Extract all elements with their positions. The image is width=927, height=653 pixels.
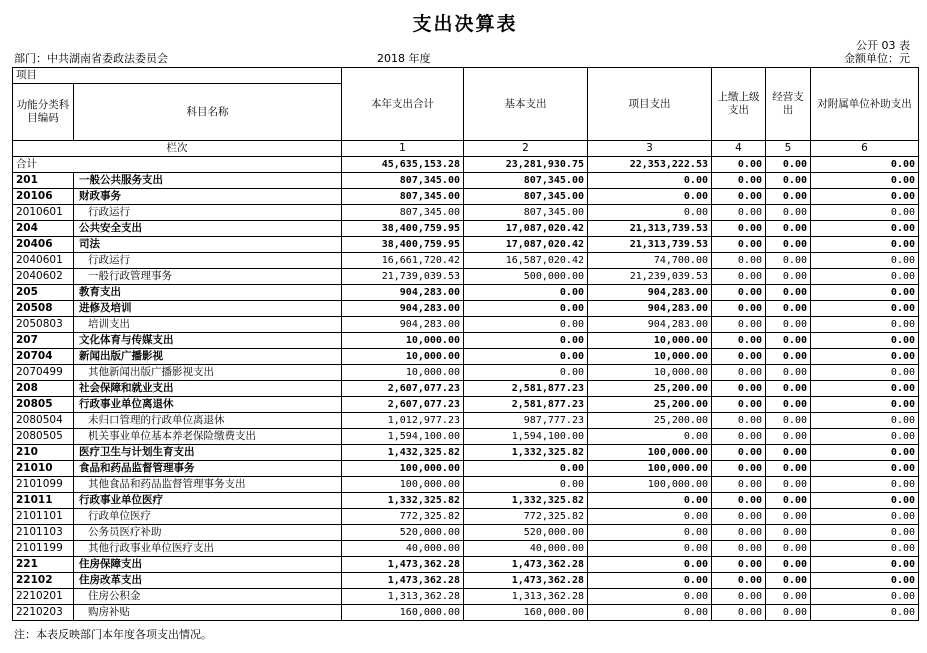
row-project: 21,313,739.53 [588,237,712,253]
table-row [13,573,919,589]
row-subject-name: 行政单位医疗 [74,509,342,525]
row-operating: 0.00 [766,413,811,429]
row-subject-name: 行政事业单位医疗 [74,493,342,509]
row-basic: 987,777.23 [464,413,588,429]
department-label: 部门：中共湖南省委政法委员会 [14,52,168,65]
row-code: 2080505 [13,429,74,445]
row-operating: 0.00 [766,333,811,349]
row-project: 100,000.00 [588,461,712,477]
row-project: 0.00 [588,173,712,189]
row-subject-name: 公务员医疗补助 [74,525,342,541]
expenditure-table [12,67,919,621]
row-project: 0.00 [588,589,712,605]
row-operating: 0.00 [766,589,811,605]
table-row [13,269,919,285]
row-upper: 0.00 [712,445,766,461]
header-col-5: 5 [766,141,811,157]
row-subsidiary: 0.00 [811,445,919,461]
table-row [13,589,919,605]
row-upper: 0.00 [712,285,766,301]
row-subsidiary: 0.00 [811,285,919,301]
row-subject-name: 其他行政事业单位医疗支出 [74,541,342,557]
row-upper: 0.00 [712,605,766,621]
row-code: 21010 [13,461,74,477]
row-operating: 0.00 [766,189,811,205]
row-subject-name: 教育支出 [74,285,342,301]
row-basic: 807,345.00 [464,205,588,221]
row-basic: 520,000.00 [464,525,588,541]
row-subsidiary: 0.00 [811,237,919,253]
row-subject-name: 进修及培训 [74,301,342,317]
row-upper: 0.00 [712,541,766,557]
row-project: 0.00 [588,429,712,445]
row-operating: 0.00 [766,509,811,525]
row-operating: 0.00 [766,573,811,589]
header-subject-name: 科目名称 [74,84,342,141]
table-row [13,365,919,381]
row-upper: 0.00 [712,269,766,285]
row-operating: 0.00 [766,461,811,477]
total-project: 22,353,222.53 [588,157,712,173]
unit-label: 金额单位：元 [844,52,910,65]
row-operating: 0.00 [766,205,811,221]
row-subject-name: 一般行政管理事务 [74,269,342,285]
row-subsidiary: 0.00 [811,541,919,557]
row-subject-name: 医疗卫生与计划生育支出 [74,445,342,461]
row-upper: 0.00 [712,557,766,573]
row-subject-name: 培训支出 [74,317,342,333]
row-code: 207 [13,333,74,349]
table-row [13,333,919,349]
row-operating: 0.00 [766,445,811,461]
total-operating: 0.00 [766,157,811,173]
row-operating: 0.00 [766,237,811,253]
header-item: 项目 [13,68,342,84]
row-total: 38,400,759.95 [342,221,464,237]
table-row [13,477,919,493]
row-project: 25,200.00 [588,397,712,413]
row-operating: 0.00 [766,397,811,413]
header-column-order: 栏次 [13,141,342,157]
row-subsidiary: 0.00 [811,349,919,365]
row-subsidiary: 0.00 [811,189,919,205]
row-basic: 0.00 [464,333,588,349]
row-basic: 0.00 [464,365,588,381]
row-project: 904,283.00 [588,301,712,317]
row-basic: 0.00 [464,461,588,477]
row-subject-name: 住房保障支出 [74,557,342,573]
header-total: 本年支出合计 [342,68,464,141]
row-project: 100,000.00 [588,445,712,461]
row-operating: 0.00 [766,525,811,541]
row-subsidiary: 0.00 [811,477,919,493]
table-row [13,509,919,525]
row-project: 10,000.00 [588,365,712,381]
row-total: 1,332,325.82 [342,493,464,509]
row-code: 2080504 [13,413,74,429]
row-subject-name: 司法 [74,237,342,253]
row-project: 0.00 [588,541,712,557]
row-subject-name: 公共安全支出 [74,221,342,237]
row-basic: 0.00 [464,349,588,365]
row-code: 2010601 [13,205,74,221]
header-func-code: 功能分类科目编码 [13,84,74,141]
total-subsidiary: 0.00 [811,157,919,173]
form-code: 公开 03 表 [856,39,910,52]
row-code: 2101103 [13,525,74,541]
row-operating: 0.00 [766,317,811,333]
table-row [13,605,919,621]
row-subsidiary: 0.00 [811,253,919,269]
row-total: 10,000.00 [342,349,464,365]
row-subsidiary: 0.00 [811,525,919,541]
row-code: 2050803 [13,317,74,333]
row-subject-name: 新闻出版广播影视 [74,349,342,365]
row-total: 904,283.00 [342,301,464,317]
page-title: 支出决算表 [412,13,518,35]
row-project: 0.00 [588,205,712,221]
row-basic: 1,473,362.28 [464,573,588,589]
row-upper: 0.00 [712,589,766,605]
row-total: 2,607,077.23 [342,381,464,397]
row-basic: 500,000.00 [464,269,588,285]
row-total: 904,283.00 [342,317,464,333]
row-upper: 0.00 [712,189,766,205]
row-project: 0.00 [588,509,712,525]
row-project: 74,700.00 [588,253,712,269]
row-upper: 0.00 [712,221,766,237]
row-basic: 17,087,020.42 [464,237,588,253]
row-upper: 0.00 [712,365,766,381]
table-row [13,205,919,221]
row-operating: 0.00 [766,429,811,445]
table-row [13,189,919,205]
row-code: 2101101 [13,509,74,525]
row-subsidiary: 0.00 [811,397,919,413]
year-label: 2018 年度 [377,52,431,65]
row-upper: 0.00 [712,381,766,397]
row-code: 20406 [13,237,74,253]
row-subject-name: 社会保障和就业支出 [74,381,342,397]
row-operating: 0.00 [766,541,811,557]
row-total: 38,400,759.95 [342,237,464,253]
table-row [13,285,919,301]
header-operating: 经营支出 [766,68,811,141]
row-subject-name: 文化体育与传媒支出 [74,333,342,349]
row-project: 25,200.00 [588,381,712,397]
row-code: 221 [13,557,74,573]
row-operating: 0.00 [766,253,811,269]
row-subject-name: 一般公共服务支出 [74,173,342,189]
header-basic: 基本支出 [464,68,588,141]
row-project: 10,000.00 [588,349,712,365]
total-row [13,157,919,173]
row-basic: 1,332,325.82 [464,493,588,509]
row-subject-name: 财政事务 [74,189,342,205]
total-upper: 0.00 [712,157,766,173]
table-row [13,301,919,317]
total-label: 合计 [13,157,342,173]
row-basic: 0.00 [464,317,588,333]
row-total: 16,661,720.42 [342,253,464,269]
row-subsidiary: 0.00 [811,461,919,477]
row-code: 21011 [13,493,74,509]
row-subject-name: 住房公积金 [74,589,342,605]
row-subsidiary: 0.00 [811,493,919,509]
row-subject-name: 购房补贴 [74,605,342,621]
row-code: 2040601 [13,253,74,269]
row-total: 1,432,325.82 [342,445,464,461]
row-subsidiary: 0.00 [811,333,919,349]
row-operating: 0.00 [766,173,811,189]
row-total: 160,000.00 [342,605,464,621]
row-upper: 0.00 [712,525,766,541]
row-operating: 0.00 [766,557,811,573]
row-total: 807,345.00 [342,189,464,205]
row-subsidiary: 0.00 [811,173,919,189]
table-row [13,317,919,333]
header-project: 项目支出 [588,68,712,141]
table-row [13,173,919,189]
row-total: 904,283.00 [342,285,464,301]
row-total: 807,345.00 [342,173,464,189]
row-subsidiary: 0.00 [811,605,919,621]
row-basic: 16,587,020.42 [464,253,588,269]
row-operating: 0.00 [766,605,811,621]
row-total: 100,000.00 [342,461,464,477]
row-upper: 0.00 [712,413,766,429]
row-subject-name: 行政运行 [74,253,342,269]
row-project: 21,313,739.53 [588,221,712,237]
row-basic: 2,581,877.23 [464,381,588,397]
row-operating: 0.00 [766,285,811,301]
row-basic: 40,000.00 [464,541,588,557]
row-basic: 17,087,020.42 [464,221,588,237]
row-basic: 0.00 [464,301,588,317]
row-code: 20508 [13,301,74,317]
header-upper: 上缴上级支出 [712,68,766,141]
row-upper: 0.00 [712,429,766,445]
row-subsidiary: 0.00 [811,413,919,429]
row-upper: 0.00 [712,477,766,493]
total-total: 45,635,153.28 [342,157,464,173]
row-subsidiary: 0.00 [811,301,919,317]
row-project: 0.00 [588,573,712,589]
row-basic: 1,313,362.28 [464,589,588,605]
row-total: 2,607,077.23 [342,397,464,413]
row-upper: 0.00 [712,301,766,317]
row-basic: 0.00 [464,477,588,493]
row-total: 772,325.82 [342,509,464,525]
row-total: 1,313,362.28 [342,589,464,605]
row-basic: 0.00 [464,285,588,301]
table-row [13,541,919,557]
row-total: 10,000.00 [342,365,464,381]
row-upper: 0.00 [712,237,766,253]
row-project: 0.00 [588,525,712,541]
table-row [13,413,919,429]
row-basic: 160,000.00 [464,605,588,621]
footer-note: 注：本表反映部门本年度各项支出情况。 [14,628,212,641]
row-subsidiary: 0.00 [811,429,919,445]
row-total: 1,012,977.23 [342,413,464,429]
row-subsidiary: 0.00 [811,365,919,381]
table-row [13,221,919,237]
row-operating: 0.00 [766,493,811,509]
row-upper: 0.00 [712,573,766,589]
table-row [13,237,919,253]
row-total: 1,473,362.28 [342,557,464,573]
row-upper: 0.00 [712,349,766,365]
row-project: 0.00 [588,189,712,205]
row-total: 1,594,100.00 [342,429,464,445]
row-code: 2101099 [13,477,74,493]
row-subsidiary: 0.00 [811,589,919,605]
row-code: 2210203 [13,605,74,621]
row-subsidiary: 0.00 [811,221,919,237]
row-upper: 0.00 [712,253,766,269]
row-code: 2210201 [13,589,74,605]
row-total: 520,000.00 [342,525,464,541]
row-code: 210 [13,445,74,461]
row-project: 100,000.00 [588,477,712,493]
total-basic: 23,281,930.75 [464,157,588,173]
row-code: 2040602 [13,269,74,285]
table-row [13,253,919,269]
row-subsidiary: 0.00 [811,269,919,285]
row-operating: 0.00 [766,365,811,381]
row-subsidiary: 0.00 [811,205,919,221]
table-row [13,461,919,477]
row-project: 904,283.00 [588,285,712,301]
row-code: 2101199 [13,541,74,557]
row-total: 10,000.00 [342,333,464,349]
row-subject-name: 未归口管理的行政单位离退休 [74,413,342,429]
row-code: 204 [13,221,74,237]
row-basic: 807,345.00 [464,173,588,189]
header-col-2: 2 [464,141,588,157]
row-subsidiary: 0.00 [811,381,919,397]
row-code: 20106 [13,189,74,205]
row-basic: 1,332,325.82 [464,445,588,461]
row-project: 0.00 [588,557,712,573]
row-upper: 0.00 [712,205,766,221]
row-project: 0.00 [588,605,712,621]
row-basic: 1,473,362.28 [464,557,588,573]
row-upper: 0.00 [712,317,766,333]
row-code: 205 [13,285,74,301]
header-col-3: 3 [588,141,712,157]
table-row [13,493,919,509]
header-col-4: 4 [712,141,766,157]
table-row [13,557,919,573]
sheet [12,0,918,653]
row-upper: 0.00 [712,173,766,189]
row-total: 21,739,039.53 [342,269,464,285]
row-basic: 2,581,877.23 [464,397,588,413]
table-row [13,349,919,365]
row-subsidiary: 0.00 [811,557,919,573]
header-subsidiary: 对附属单位补助支出 [811,68,919,141]
row-code: 208 [13,381,74,397]
row-upper: 0.00 [712,493,766,509]
row-basic: 1,594,100.00 [464,429,588,445]
row-code: 22102 [13,573,74,589]
row-total: 1,473,362.28 [342,573,464,589]
row-project: 10,000.00 [588,333,712,349]
row-basic: 772,325.82 [464,509,588,525]
row-operating: 0.00 [766,221,811,237]
row-subject-name: 食品和药品监督管理事务 [74,461,342,477]
row-basic: 807,345.00 [464,189,588,205]
table-row [13,525,919,541]
table-row [13,445,919,461]
row-total: 100,000.00 [342,477,464,493]
row-subject-name: 其他食品和药品监督管理事务支出 [74,477,342,493]
row-total: 807,345.00 [342,205,464,221]
row-project: 25,200.00 [588,413,712,429]
row-operating: 0.00 [766,301,811,317]
row-subject-name: 其他新闻出版广播影视支出 [74,365,342,381]
row-operating: 0.00 [766,269,811,285]
row-subject-name: 机关事业单位基本养老保险缴费支出 [74,429,342,445]
row-upper: 0.00 [712,509,766,525]
row-subsidiary: 0.00 [811,573,919,589]
row-code: 20704 [13,349,74,365]
row-project: 0.00 [588,493,712,509]
row-project: 904,283.00 [588,317,712,333]
row-operating: 0.00 [766,477,811,493]
row-code: 2070499 [13,365,74,381]
row-upper: 0.00 [712,461,766,477]
row-upper: 0.00 [712,397,766,413]
row-subsidiary: 0.00 [811,509,919,525]
row-subsidiary: 0.00 [811,317,919,333]
row-code: 20805 [13,397,74,413]
table-row [13,397,919,413]
row-operating: 0.00 [766,349,811,365]
row-operating: 0.00 [766,381,811,397]
row-subject-name: 行政事业单位离退休 [74,397,342,413]
row-subject-name: 住房改革支出 [74,573,342,589]
header-col-6: 6 [811,141,919,157]
row-subject-name: 行政运行 [74,205,342,221]
row-total: 40,000.00 [342,541,464,557]
row-project: 21,239,039.53 [588,269,712,285]
table-row [13,429,919,445]
header-col-1: 1 [342,141,464,157]
table-row [13,381,919,397]
row-code: 201 [13,173,74,189]
row-upper: 0.00 [712,333,766,349]
